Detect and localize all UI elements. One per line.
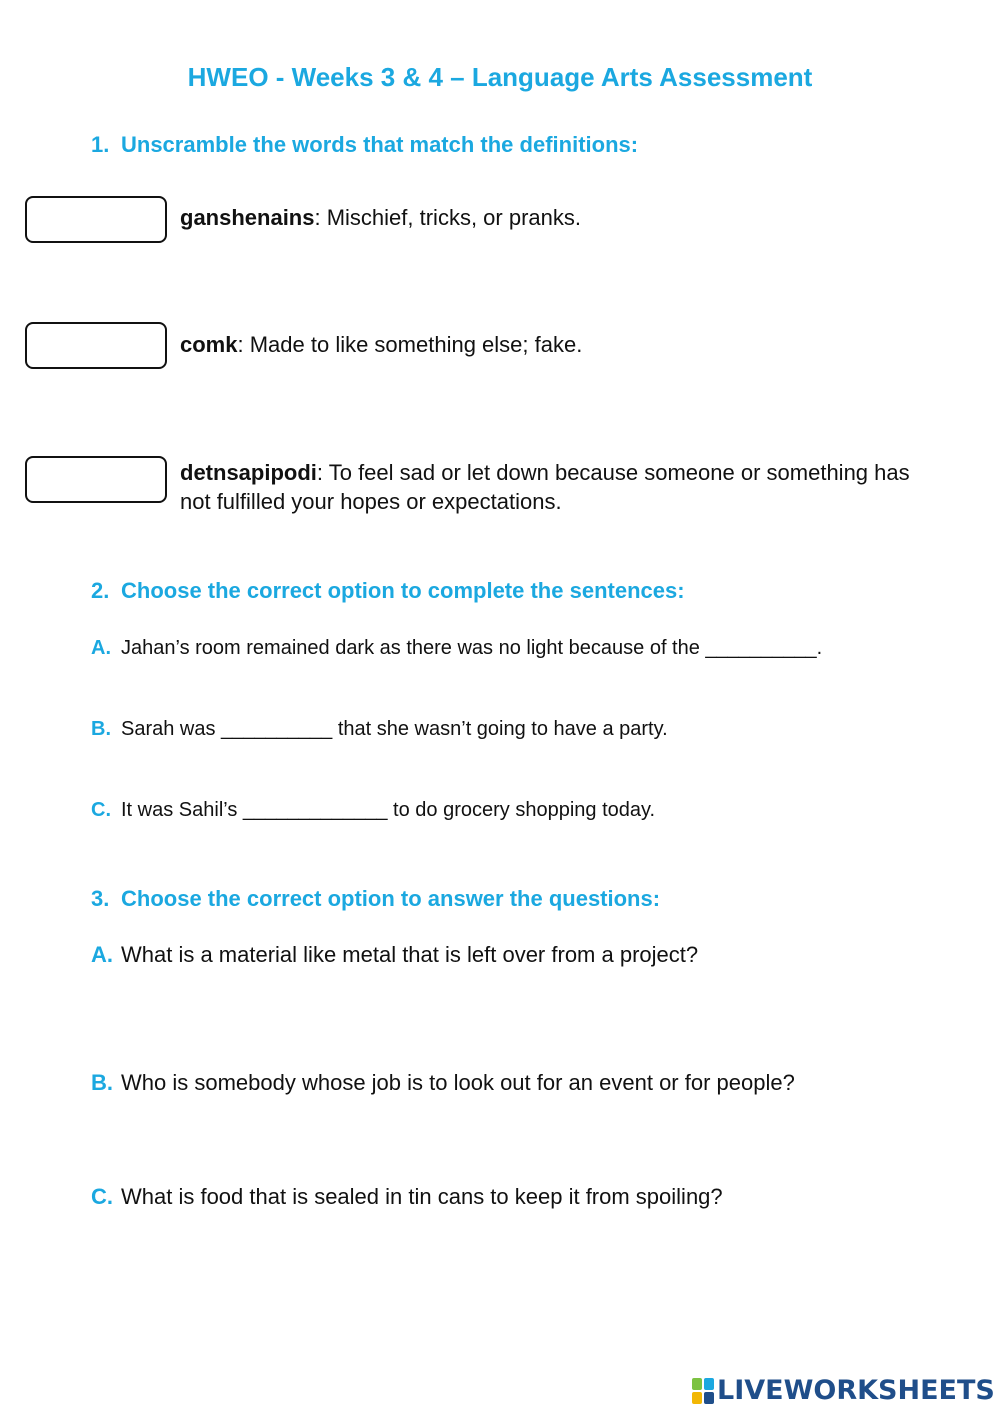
definition-2-text: : Made to like something else; fake. [237,332,583,357]
item-letter: B. [91,1070,113,1095]
definition-1 [180,203,940,232]
item-letter: B. [91,718,111,740]
sentence-item [91,796,971,824]
question-item [91,1183,971,1211]
sentence-text: Jahan’s room remained dark as there was no light because of the __________. [121,637,823,659]
section-1-heading [91,131,638,159]
definition-2 [180,330,940,359]
sentence-item [91,634,971,662]
section-1-number: 1. [91,132,110,157]
section-2-heading-text: Choose the correct option to complete the sentences: [121,578,685,603]
section-2-number: 2. [91,578,110,603]
liveworksheets-logo-icon [692,1378,714,1404]
definition-3-text: : To feel sad or let down because someone or something has not fulfilled your hopes or expectations. [180,460,910,514]
question-text: What is a material like metal that is left over from a project? [121,942,699,967]
section-1-heading-text: Unscramble the words that match the definitions: [121,132,639,157]
liveworksheets-logo[interactable] [692,1375,995,1407]
section-3-heading-text: Choose the correct option to answer the questions: [121,886,661,911]
page-title: HWEO - Weeks 3 & 4 – Language Arts Assessment [187,62,813,92]
scrambled-word-1: ganshenains [180,205,315,230]
section-3-heading [91,885,660,913]
item-letter: A. [91,942,113,967]
scrambled-word-2: comk [180,332,238,357]
definition-1-text: : Mischief, tricks, or pranks. [314,205,581,230]
sentence-item [91,715,971,743]
item-letter: C. [91,1184,113,1209]
question-text: Who is somebody whose job is to look out for an event or for people? [121,1070,795,1095]
section-3-number: 3. [91,886,110,911]
scrambled-word-3: detnsapipodi [180,460,317,485]
answer-box-3[interactable] [25,456,167,503]
sentence-text: It was Sahil’s _____________ to do grocery shopping today. [121,799,656,821]
answer-box-1[interactable] [25,196,167,243]
answer-box-2[interactable] [25,322,167,369]
question-item [91,1069,971,1097]
section-2-heading [91,577,685,605]
sentence-text: Sarah was __________ that she wasn’t going to have a party. [121,718,668,740]
question-text: What is food that is sealed in tin cans to keep it from spoiling? [121,1184,723,1209]
logo-text: LIVEWORKSHEETS [717,1375,995,1406]
item-letter: C. [91,799,111,821]
definition-3 [180,458,940,516]
question-item [91,941,971,969]
item-letter: A. [91,637,111,659]
